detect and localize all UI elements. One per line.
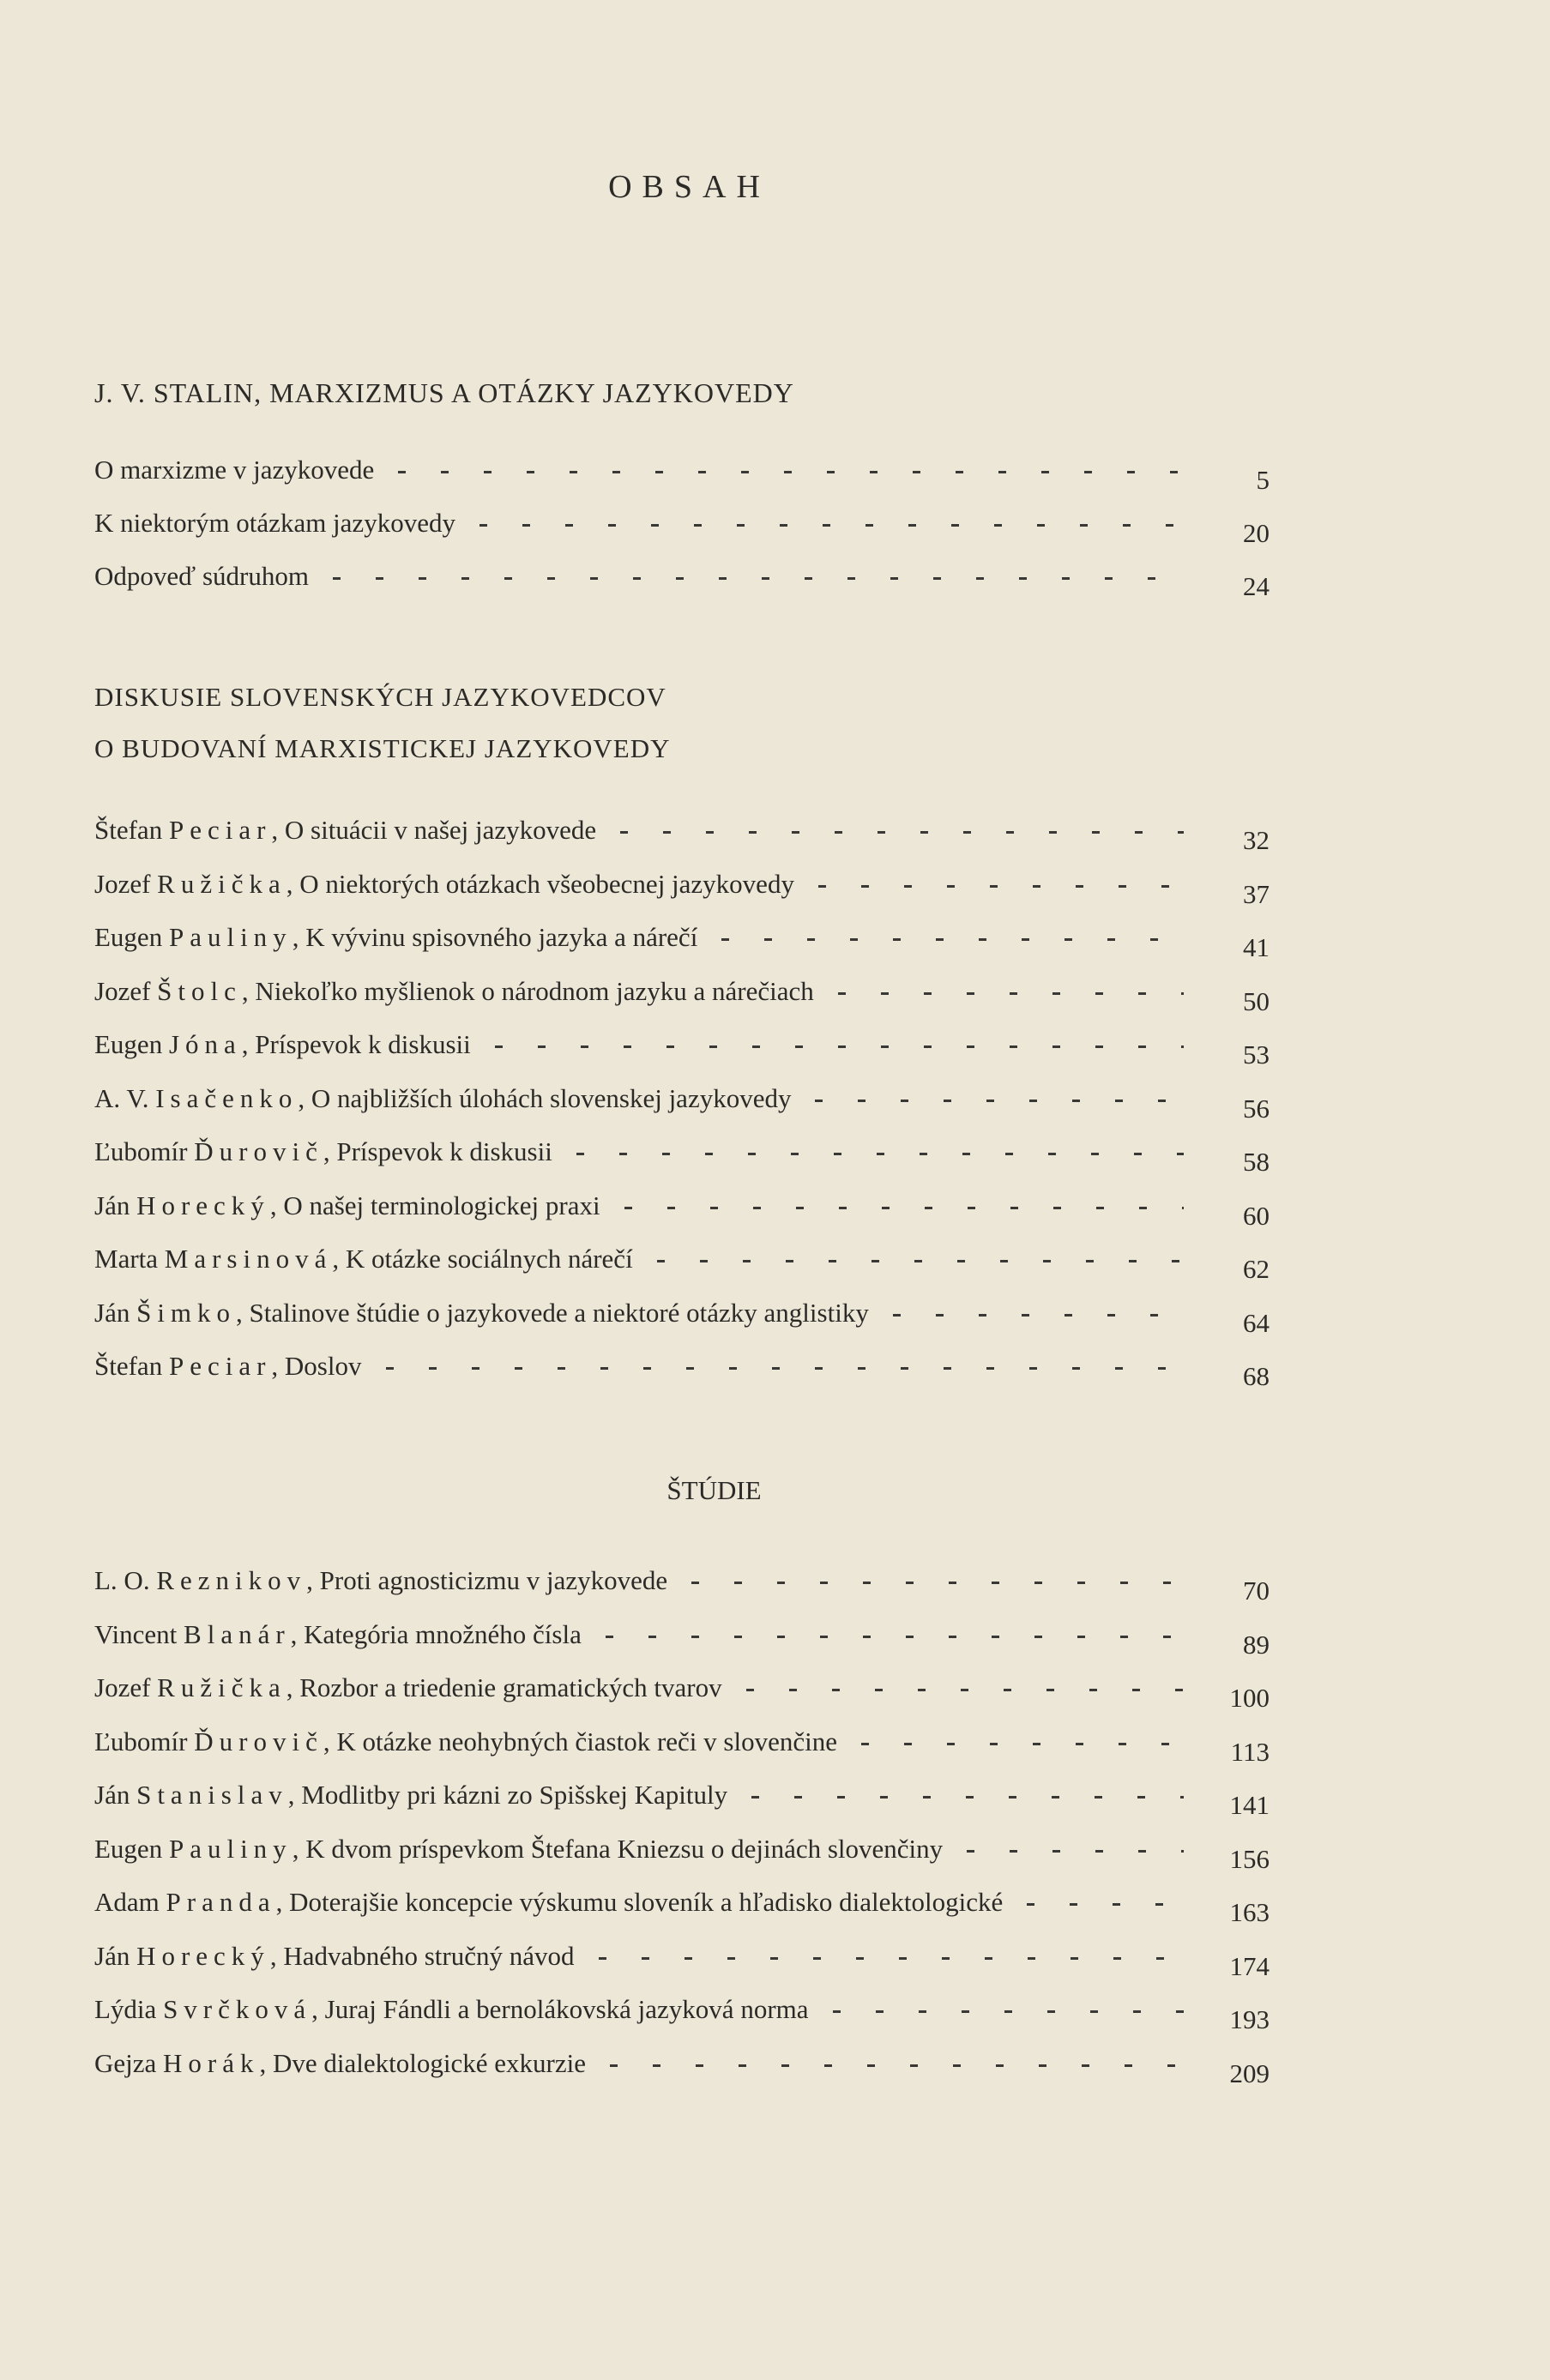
page-number: 113 xyxy=(1230,1736,1270,1767)
author-first-name: Štefan xyxy=(94,815,163,845)
toc-entry[interactable] xyxy=(94,1297,1270,1338)
entry-title: K niektorým otázkam jazykovedy xyxy=(94,508,455,538)
entry-title: , Hadvabného stručný návod xyxy=(269,1940,575,1971)
entry-title: , Príspevok k diskusii xyxy=(323,1136,552,1166)
page-number: 32 xyxy=(1243,825,1270,855)
page-number: 209 xyxy=(1229,2058,1270,2088)
dash-leader xyxy=(576,1153,1184,1155)
entry-text xyxy=(94,1619,582,1650)
entry-title: , Príspevok k diskusii xyxy=(241,1029,471,1059)
toc-entry[interactable] xyxy=(94,975,1270,1016)
author-first-name: Ján xyxy=(94,1297,130,1328)
author-surname: Stanislav xyxy=(136,1780,288,1810)
author-surname: Pauliny xyxy=(168,922,293,952)
author-first-name: Ján xyxy=(94,1190,130,1220)
author-first-name: Adam xyxy=(94,1887,160,1917)
page-number: 20 xyxy=(1243,518,1270,548)
entry-text xyxy=(94,1083,791,1114)
entry-title: , Juraj Fándli a bernolákovská jazyková norma xyxy=(311,1994,809,2024)
entry-title: , O situácii v našej jazykovede xyxy=(271,815,597,845)
toc-entry[interactable] xyxy=(94,1887,1270,1927)
author-first-name: Ján xyxy=(94,1940,130,1971)
toc-entry[interactable] xyxy=(94,1994,1270,2034)
entry-title: , Niekoľko myšlienok o národnom jazyku a nárečiach xyxy=(241,975,814,1006)
page-number: 56 xyxy=(1243,1093,1270,1124)
author-first-name: Štefan xyxy=(94,1351,163,1381)
entry-title: , Rozbor a triedenie gramatických tvarov xyxy=(286,1672,722,1702)
toc-entry[interactable] xyxy=(94,1565,1270,1606)
dash-leader xyxy=(398,471,1184,473)
dash-leader xyxy=(657,1260,1184,1262)
entry-text xyxy=(94,1941,575,1972)
entry-text xyxy=(94,455,374,485)
author-surname: Šimko xyxy=(136,1297,237,1328)
entry-title: , Proti agnosticizmu v jazykovede xyxy=(306,1565,668,1595)
entry-text xyxy=(94,1136,552,1167)
entry-text xyxy=(94,1726,837,1757)
page-number: 89 xyxy=(1243,1629,1270,1660)
toc-entry[interactable] xyxy=(94,455,1270,495)
author-surname: Pranda xyxy=(166,1887,276,1917)
author-first-name: Ľubomír xyxy=(94,1136,188,1166)
entry-title: , O našej terminologickej praxi xyxy=(269,1190,600,1220)
page-number: 174 xyxy=(1229,1950,1270,1981)
author-surname: Reznikov xyxy=(156,1565,307,1595)
page-number: 50 xyxy=(1243,985,1270,1016)
page-number: 100 xyxy=(1229,1683,1270,1713)
author-first-name: Lýdia xyxy=(94,1994,157,2024)
dash-leader xyxy=(599,1957,1185,1960)
entry-title: , Stalinove štúdie o jazykovede a niektoré otázky anglistiky xyxy=(236,1297,869,1328)
author-first-name: Marta xyxy=(94,1244,159,1274)
page-number: 53 xyxy=(1243,1039,1270,1069)
author-surname: Ružička xyxy=(157,868,286,899)
page-number: 141 xyxy=(1229,1790,1270,1820)
entry-text xyxy=(94,922,697,953)
author-first-name: Vincent xyxy=(94,1618,178,1649)
toc-entry[interactable] xyxy=(94,1136,1270,1177)
entry-text xyxy=(94,1780,727,1811)
author-surname: Ďurovič xyxy=(194,1726,323,1756)
page-number: 24 xyxy=(1243,571,1270,601)
author-surname: Ďurovič xyxy=(194,1136,323,1166)
page-title: OBSAH xyxy=(608,169,770,205)
author-surname: Horecký xyxy=(136,1940,270,1971)
dash-leader xyxy=(751,1796,1184,1799)
author-surname: Isačenko xyxy=(155,1082,299,1113)
author-surname: Peciar xyxy=(168,1351,272,1381)
dash-leader xyxy=(833,2010,1184,2013)
toc-entry[interactable] xyxy=(94,1726,1270,1767)
entry-title: , O najbližších úlohách slovenskej jazykovedy xyxy=(298,1082,792,1113)
author-surname: Ružička xyxy=(157,1672,286,1702)
toc-entry[interactable] xyxy=(94,1082,1270,1124)
author-surname: Pauliny xyxy=(168,1833,293,1864)
entry-title: , Doterajšie koncepcie výskumu sloveník a hľadisko dialektologické xyxy=(275,1887,1004,1917)
toc-entry[interactable] xyxy=(94,1190,1270,1231)
entry-text xyxy=(94,976,814,1007)
toc-entry[interactable] xyxy=(94,1244,1270,1284)
author-surname: Jóna xyxy=(168,1029,242,1059)
entry-text xyxy=(94,1672,722,1703)
entry-title: , K otázke neohybných čiastok reči v slovenčine xyxy=(323,1726,837,1756)
toc-entry[interactable] xyxy=(94,868,1270,909)
author-first-name: Eugen xyxy=(94,922,163,952)
entry-text xyxy=(94,1298,869,1329)
entry-title: , K dvom príspevkom Štefana Kniezsu o dejinách slovenčiny xyxy=(292,1833,944,1864)
author-surname: Štolc xyxy=(157,975,242,1006)
entry-text xyxy=(94,1244,633,1274)
toc-entry[interactable] xyxy=(94,922,1270,962)
entry-text xyxy=(94,1834,943,1865)
dash-leader xyxy=(610,2064,1184,2067)
author-surname: Marsinová xyxy=(164,1244,333,1274)
author-surname: Peciar xyxy=(168,815,272,845)
section-heading-diskusie-1: DISKUSIE SLOVENSKÝCH JAZYKOVEDCOV xyxy=(94,682,666,712)
entry-title: , Modlitby pri kázni zo Spišskej Kapituly xyxy=(287,1780,728,1810)
page-number: 156 xyxy=(1229,1843,1270,1874)
entry-title: , K vývinu spisovného jazyka a nárečí xyxy=(292,922,698,952)
entry-title: , Doslov xyxy=(271,1351,362,1381)
author-first-name: Ľubomír xyxy=(94,1726,188,1756)
dash-leader xyxy=(838,992,1184,995)
page-number: 60 xyxy=(1243,1200,1270,1231)
page-number: 5 xyxy=(1256,465,1270,495)
section-heading-stalin: J. V. STALIN, MARXIZMUS A OTÁZKY JAZYKOVEDY xyxy=(94,377,794,408)
page-number: 193 xyxy=(1229,2004,1270,2034)
author-surname: Horák xyxy=(163,2047,260,2078)
toc-entry[interactable] xyxy=(94,815,1270,855)
section-heading-diskusie-2: O BUDOVANÍ MARXISTICKEJ JAZYKOVEDY xyxy=(94,733,671,763)
author-surname: Horecký xyxy=(136,1190,270,1220)
entry-text xyxy=(94,1351,362,1382)
dash-leader xyxy=(967,1850,1184,1853)
entry-text xyxy=(94,1887,1003,1918)
entry-title: , Dve dialektologické exkurzie xyxy=(259,2047,586,2078)
page-number: 41 xyxy=(1243,932,1270,962)
entry-title: , K otázke sociálnych nárečí xyxy=(332,1244,633,1274)
entry-text xyxy=(94,561,309,592)
author-first-name: Ján xyxy=(94,1780,130,1810)
author-surname: Svrčková xyxy=(163,1994,312,2024)
dash-leader xyxy=(818,885,1184,888)
entry-text xyxy=(94,869,794,900)
entry-title: , Kategória množného čísla xyxy=(290,1618,582,1649)
page-number: 64 xyxy=(1243,1307,1270,1338)
entry-text xyxy=(94,1994,809,2025)
author-surname: Blanár xyxy=(184,1618,291,1649)
toc-entry[interactable] xyxy=(94,1351,1270,1391)
author-first-name: L. O. xyxy=(94,1565,150,1595)
author-first-name: Jozef xyxy=(94,1672,151,1702)
toc-entry[interactable] xyxy=(94,1029,1270,1069)
author-first-name: Eugen xyxy=(94,1029,163,1059)
page-number: 70 xyxy=(1243,1576,1270,1606)
toc-entry[interactable] xyxy=(94,1780,1270,1820)
dash-leader xyxy=(861,1743,1184,1745)
author-first-name: Eugen xyxy=(94,1833,163,1864)
author-first-name: Jozef xyxy=(94,868,151,899)
entry-title: Odpoveď súdruhom xyxy=(94,561,309,591)
entry-title: O marxizme v jazykovede xyxy=(94,455,375,485)
dash-leader xyxy=(815,1100,1184,1102)
toc-entry[interactable] xyxy=(94,1672,1270,1713)
dash-leader xyxy=(495,1045,1184,1048)
dash-leader xyxy=(479,524,1184,527)
entry-title: , O niektorých otázkach všeobecnej jazykovedy xyxy=(286,868,794,899)
toc-entry[interactable] xyxy=(94,561,1270,601)
dash-leader xyxy=(386,1367,1185,1370)
toc-entry[interactable] xyxy=(94,1618,1270,1660)
toc-entry[interactable] xyxy=(94,508,1270,548)
entry-text xyxy=(94,815,596,846)
page-number: 58 xyxy=(1243,1147,1270,1177)
dash-leader xyxy=(620,831,1184,834)
entry-text xyxy=(94,2048,586,2079)
toc-entry[interactable] xyxy=(94,2047,1270,2088)
page-number: 37 xyxy=(1243,878,1270,909)
author-first-name: A. V. xyxy=(94,1082,149,1113)
dash-leader xyxy=(1027,1903,1184,1906)
dash-leader xyxy=(606,1636,1184,1638)
author-first-name: Jozef xyxy=(94,975,151,1006)
page-number: 163 xyxy=(1229,1897,1270,1927)
section-heading-studie: ŠTÚDIE xyxy=(666,1475,762,1505)
entry-text xyxy=(94,508,455,539)
author-first-name: Gejza xyxy=(94,2047,157,2078)
page-number: 62 xyxy=(1243,1254,1270,1284)
toc-entry[interactable] xyxy=(94,1940,1270,1981)
page-number: 68 xyxy=(1243,1361,1270,1391)
entry-text xyxy=(94,1190,600,1221)
dash-leader xyxy=(893,1314,1184,1317)
entry-text xyxy=(94,1565,667,1596)
toc-entry[interactable] xyxy=(94,1833,1270,1874)
entry-text xyxy=(94,1029,471,1060)
dash-leader xyxy=(691,1582,1184,1584)
dash-leader xyxy=(333,577,1184,580)
dash-leader xyxy=(721,938,1184,941)
dash-leader xyxy=(624,1207,1184,1209)
dash-leader xyxy=(746,1689,1184,1691)
